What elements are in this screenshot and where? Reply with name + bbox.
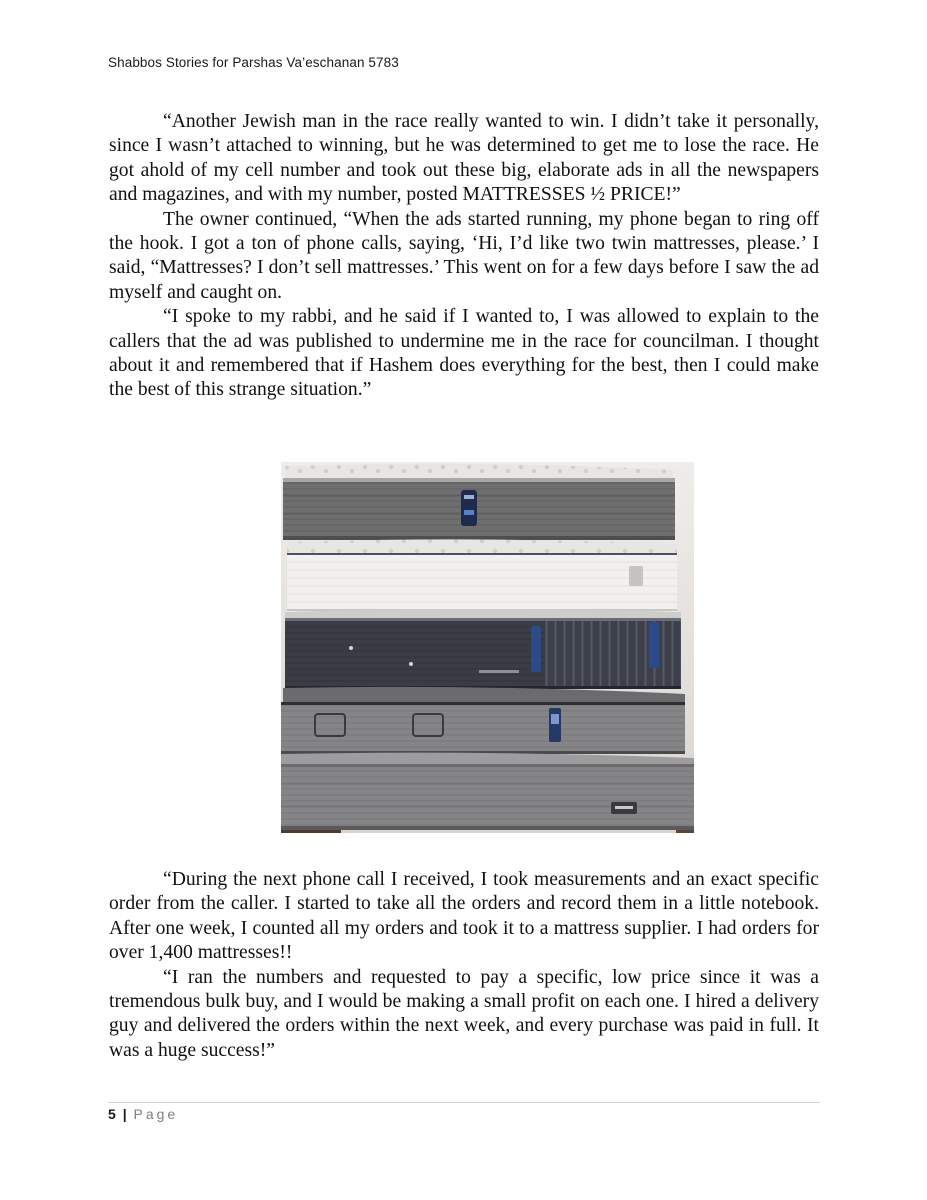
footer-divider — [108, 1102, 820, 1103]
page-footer — [108, 1106, 178, 1122]
paragraph: “I spoke to my rabbi, and he said if I wanted to, I was allowed to explain to the callers that the ad was published to undermine me in the race for councilman. I thought about it and remembered that if Hashem does everything for the best, then I could make the best of this strange situation.” — [109, 306, 819, 401]
story-text-bottom — [109, 868, 819, 1063]
mattress-stack-photo — [281, 462, 694, 833]
page-number: 5 — [108, 1106, 116, 1122]
paragraph: The owner continued, “When the ads started running, my phone began to ring off the hook. I got a ton of phone calls, saying, ‘Hi, I’d like two twin mattresses, please.’ I said, “Mattresses? I don’t sell mattresses.’ This went on for a few days before I saw the ad myself and caught on. — [109, 208, 819, 303]
page-label: Page — [133, 1106, 179, 1122]
paragraph: “Another Jewish man in the race really wanted to win. I didn’t take it personally, since I wasn’t attached to winning, but he was determined to get me to lose the race. He got ahold of my cell number and took out these big, elaborate ads in all the newspapers and magazines, and with my number, posted MATTRESSES ½ PRICE!” — [109, 111, 819, 206]
running-header: Shabbos Stories for Parshas Va’eschanan 5783 — [108, 55, 399, 70]
paragraph: “During the next phone call I received, I took measurements and an exact specific order from the caller. I started to take all the orders and record them in a little notebook. After one week, I counted all my orders and took it to a mattress supplier. I had orders for over 1,400 mattresses!! — [109, 869, 819, 964]
story-text-top — [109, 110, 819, 403]
paragraph: “I ran the numbers and requested to pay a specific, low price since it was a tremendous bulk buy, and I would be making a small profit on each one. I hired a delivery guy and delivered the orders within the next week, and every purchase was paid in full. It was a huge success!” — [109, 966, 819, 1061]
footer-separator: | — [122, 1106, 127, 1122]
